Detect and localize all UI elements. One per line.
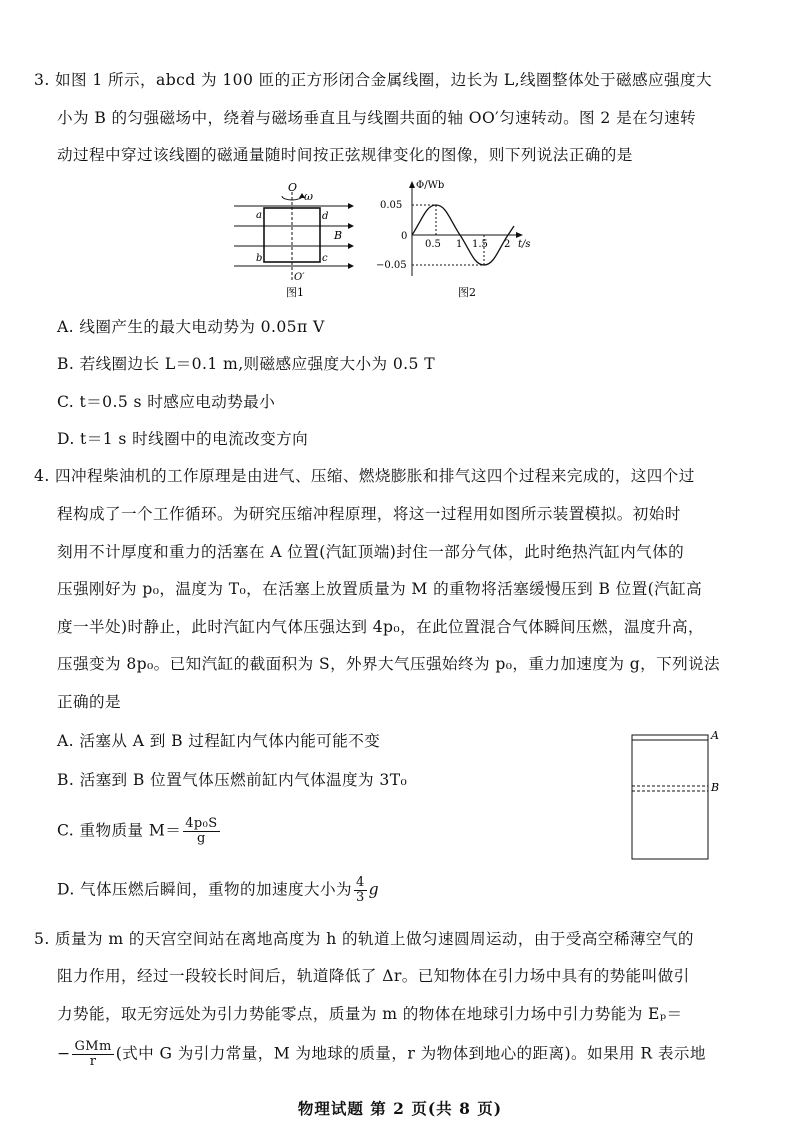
q4-line-1: 4. 四冲程柴油机的工作原理是由进气、压缩、燃烧膨胀和排气这四个过程来完成的，这四个过 [34, 467, 695, 485]
q4-option-c [57, 817, 222, 846]
q4-line-3: 刻用不计厚度和重力的活塞在 A 位置(汽缸顶端)封住一部分气体，此时绝热汽缸内气体的 [57, 543, 685, 561]
figure-1-coil-diagram [230, 182, 360, 304]
fig2-caption: 图2 [458, 286, 476, 299]
fig2-xtick-2: 2 [504, 239, 511, 250]
q4-option-b: B. 活塞到 B 位置气体压燃前缸内气体温度为 3T₀ [57, 771, 408, 789]
q4-option-d-text: D. 气体压燃后瞬间，重物的加速度大小为 [57, 880, 352, 899]
fig1-caption: 图1 [286, 286, 304, 299]
q5-line-4-text: (式中 G 为引力常量，M 为地球的质量，r 为物体到地心的距离)。如果用 R 表示地 [115, 1044, 706, 1063]
fig2-xtick-05: 0.5 [425, 239, 441, 250]
q4-line-7: 正确的是 [57, 693, 121, 711]
fig1-label-omega: ω [304, 190, 313, 203]
fig2-x-label: t/s [518, 239, 531, 250]
fig2-ytick-zero: 0 [401, 231, 408, 242]
q3-line-2: 小为 B 的匀强磁场中，绕着与磁场垂直且与线圈共面的轴 OO′匀速转动。图 2 是在匀速转 [57, 109, 697, 127]
fig2-y-label: Φ/Wb [416, 180, 445, 191]
fig1-label-d: d [322, 211, 329, 222]
fig2-xtick-15: 1.5 [472, 239, 488, 250]
cylinder-label-b: B [711, 781, 720, 794]
fig2-ytick-top: 0.05 [380, 200, 403, 211]
q3-option-b: B. 若线圈边长 L＝0.1 m,则磁感应强度大小为 0.5 T [57, 355, 436, 373]
cylinder-diagram [628, 727, 728, 867]
figure-2-flux-graph [376, 180, 536, 304]
q5-line-1: 5. 质量为 m 的天宫空间站在离地高度为 h 的轨道上做匀速圆周运动，由于受高空稀薄空气的 [34, 930, 694, 948]
q4-line-4: 压强刚好为 p₀，温度为 T₀，在活塞上放置质量为 M 的重物将活塞缓慢压到 B 位置(汽缸高 [57, 580, 703, 598]
q4-option-c-text: C. 重物质量 M＝ [57, 821, 182, 840]
q3-option-d: D. t＝1 s 时线圈中的电流改变方向 [57, 430, 309, 448]
fig1-label-o: O [288, 182, 298, 194]
q5-fraction-denominator: r [89, 1054, 97, 1069]
fig1-label-field-b: B [334, 229, 343, 242]
q5-line-2: 阻力作用，经过一段较长时间后，轨道降低了 Δr。已知物体在引力场中具有的势能叫做引 [57, 967, 690, 985]
q4-option-d [57, 876, 379, 905]
q4-option-d-denominator: 3 [355, 890, 365, 905]
fig1-label-c: c [322, 253, 328, 264]
page-footer: 物理试题 第 2 页(共 8 页) [297, 1099, 503, 1118]
q5-minus-sign: − [57, 1044, 71, 1063]
q3-option-c: C. t＝0.5 s 时感应电动势最小 [57, 393, 276, 411]
q4-line-5: 度一半处)时静止，此时汽缸内气体压强达到 4p₀，在此位置混合气体瞬间压燃，温度升高， [57, 618, 704, 636]
q5-fraction-numerator: GMm [74, 1039, 112, 1054]
cylinder-label-a: A [711, 729, 719, 742]
q4-option-c-numerator: 4p₀S [185, 816, 218, 831]
q4-option-d-numerator: 4 [355, 875, 365, 890]
q4-option-a: A. 活塞从 A 到 B 过程缸内气体内能可能不变 [57, 732, 381, 750]
q4-option-d-fraction [354, 876, 367, 905]
q4-option-c-fraction [183, 817, 219, 846]
fig1-label-oprime: O′ [294, 272, 305, 283]
q5-potential-fraction [72, 1040, 113, 1069]
q4-line-2: 程构成了一个工作循环。为研究压缩冲程原理，将这一过程用如图所示装置模拟。初始时 [57, 505, 681, 523]
fig1-label-a: a [256, 210, 262, 221]
q3-option-a: A. 线圈产生的最大电动势为 0.05π V [57, 318, 325, 336]
q5-line-3: 力势能，取无穷远处为引力势能零点，质量为 m 的物体在地球引力场中引力势能为 Eₚ＝ [57, 1005, 683, 1023]
q4-option-d-unit: g [368, 880, 380, 899]
q4-option-c-denominator: g [196, 831, 206, 846]
fig2-xtick-1: 1 [456, 239, 463, 250]
fig2-ytick-bottom: −0.05 [376, 260, 407, 271]
q5-line-4 [57, 1040, 706, 1069]
q3-line-1: 3. 如图 1 所示，abcd 为 100 匝的正方形闭合金属线圈，边长为 L,线圈整体处于磁感应强度大 [34, 71, 712, 89]
q3-line-3: 动过程中穿过该线圈的磁通量随时间按正弦规律变化的图像，则下列说法正确的是 [57, 146, 633, 164]
fig1-label-b: b [256, 253, 263, 264]
q4-line-6: 压强变为 8p₀。已知汽缸的截面积为 S，外界大气压强始终为 p₀，重力加速度为 g，下列说法 [57, 655, 721, 673]
